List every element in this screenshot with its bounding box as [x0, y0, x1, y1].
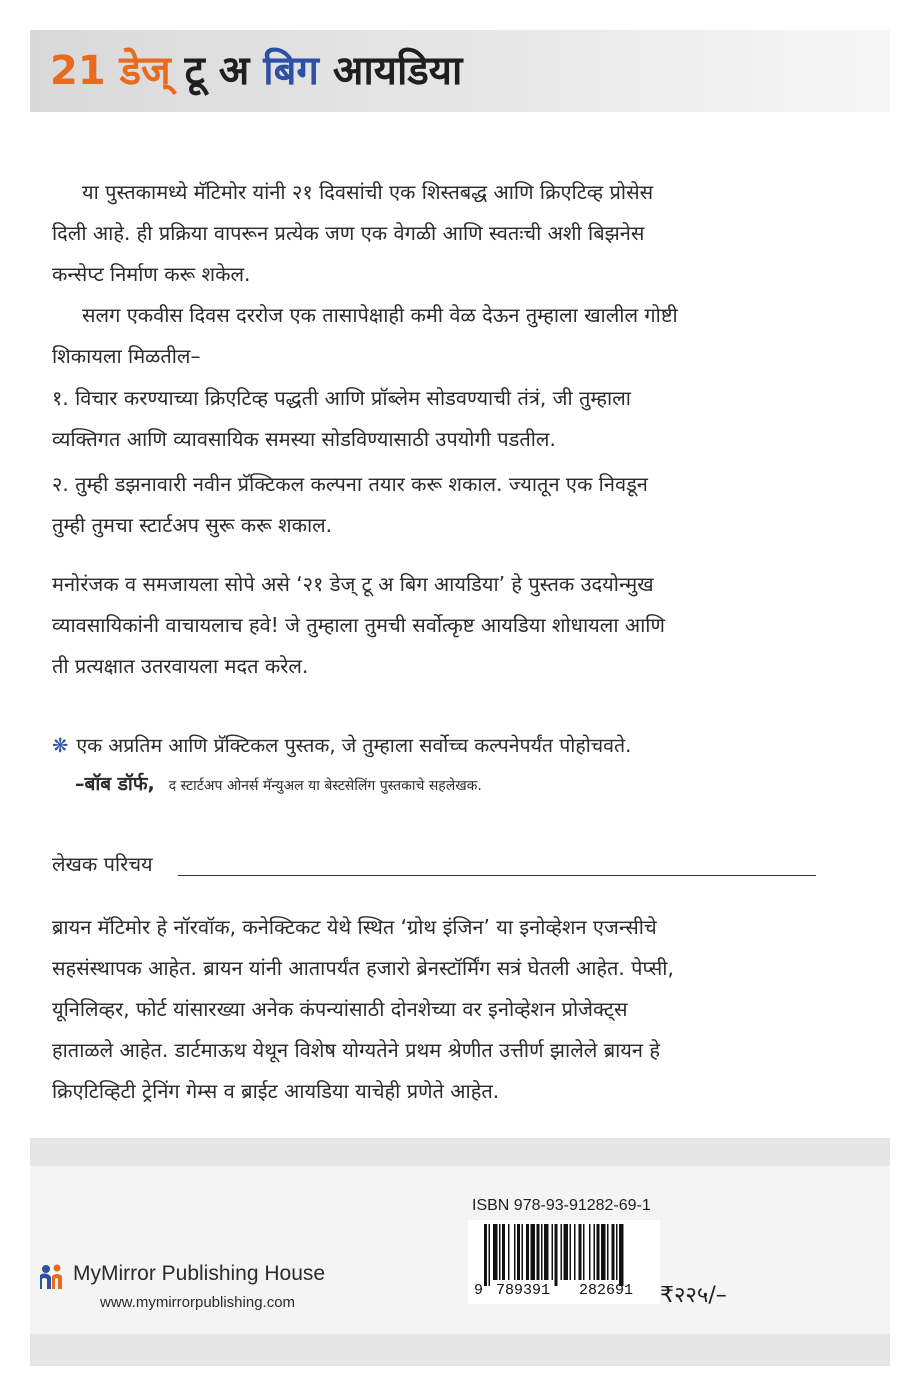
- barcode-bar: [607, 1224, 609, 1280]
- heading-rule: [178, 875, 816, 876]
- text-line: व्यक्तिगत आणि व्यावसायिक समस्या सोडविण्यासाठी उपयोगी पडतील.: [52, 427, 556, 451]
- text-line: दिली आहे. ही प्रक्रिया वापरून प्रत्येक जण एक वेगळी आणि स्वतःची अशी बिझनेस: [52, 221, 645, 245]
- quote-source: द स्टार्टअप ओनर्स मॅन्युअल या बेस्टसेलिंग पुस्तकाचे सहलेखक.: [168, 778, 482, 794]
- title-word-days: डेज्: [119, 48, 171, 94]
- text-line: सलग एकवीस दिवस दररोज एक तासापेक्षाही कमी वेळ देऊन तुम्हाला खालील गोष्टी: [82, 303, 678, 327]
- title-word-to-a: टू अ: [184, 48, 250, 94]
- barcode-digits-left: 789391: [496, 1282, 551, 1299]
- barcode-bar: [531, 1224, 536, 1280]
- barcode-bar: [499, 1224, 501, 1280]
- barcode-bar: [574, 1224, 576, 1280]
- publisher-url: www.mymirrorpublishing.com: [100, 1294, 296, 1311]
- barcode-bar: [552, 1224, 554, 1280]
- barcode-digit-lead: 9: [474, 1282, 484, 1299]
- title-word-idea: आयडिया: [332, 48, 463, 94]
- endorsement-quote: [52, 733, 631, 759]
- barcode-bar: [508, 1224, 510, 1280]
- text-line: मनोरंजक व समजायला सोपे असे ‘२१ डेज् टू अ बिग आयडिया’ हे पुस्तक उदयोन्मुख: [52, 572, 654, 596]
- book-title: [50, 46, 462, 96]
- text-line: या पुस्तकामध्ये मॅटिमोर यांनी २१ दिवसांची एक शिस्तबद्ध आणि क्रिएटिव्ह प्रोसेस: [82, 180, 654, 204]
- barcode-bar: [522, 1224, 524, 1280]
- barcode-bar: [616, 1224, 618, 1280]
- barcode-bar: [526, 1224, 529, 1280]
- text-line: शिकायला मिळतील–: [52, 344, 201, 368]
- quote-attribution: [75, 770, 482, 796]
- text-line: सहसंस्थापक आहेत. ब्रायन यांनी आतापर्यंत हजारो ब्रेनस्टॉर्मिंग सत्रं घेतली आहेत. पेप्सी,: [52, 956, 674, 980]
- quote-author: –बॉब डॉर्फ,: [75, 773, 155, 795]
- barcode-digits-right: 282691: [579, 1282, 634, 1299]
- barcode-bar: [570, 1224, 572, 1280]
- text-line: तुम्ही तुमचा स्टार्टअप सुरू करू शकाल.: [52, 513, 333, 537]
- learn-paragraph: [52, 295, 816, 377]
- text-line: १. विचार करण्याच्या क्रिएटिव्ह पद्धती आणि प्रॉब्लेम सोडवण्याची तंत्रं, जी तुम्हाला: [52, 386, 631, 410]
- barcode-bar: [555, 1224, 558, 1286]
- price: ₹२२५/–: [660, 1283, 727, 1308]
- isbn-label: ISBN 978-93-91282-69-1: [472, 1197, 651, 1214]
- text-line: २. तुम्ही डझनावारी नवीन प्रॅक्टिकल कल्पना तयार करू शकाल. ज्यातून एक निवडून: [52, 472, 648, 496]
- barcode-bar: [601, 1224, 606, 1280]
- barcode-bar: [544, 1224, 549, 1280]
- author-bio: [52, 907, 816, 1112]
- barcode-bar: [564, 1224, 569, 1280]
- footer-band: [30, 1138, 890, 1366]
- text-line: ती प्रत्यक्षात उतरवायला मदत करेल.: [52, 654, 309, 678]
- barcode-bar: [502, 1224, 505, 1280]
- barcode-bar: [612, 1224, 615, 1280]
- barcode-bar: [541, 1224, 543, 1280]
- barcode-bar: [619, 1224, 624, 1286]
- text-line: व्यावसायिकांनी वाचायलाच हवे! जे तुम्हाला तुमची सर्वोत्कृष्ट आयडिया शोधायला आणि: [52, 613, 665, 637]
- text-line: कन्सेप्ट निर्माण करू शकेल.: [52, 262, 251, 286]
- barcode-bar: [484, 1224, 487, 1286]
- text-line: हाताळले आहेत. डार्टमाऊथ येथून विशेष योग्यतेने प्रथम श्रेणीत उत्तीर्ण झालेले ब्रायन हे: [52, 1038, 660, 1062]
- barcode-bar: [517, 1224, 520, 1280]
- barcode-bar: [594, 1224, 596, 1280]
- title-word-big: बिग: [263, 48, 319, 94]
- barcode-bar: [537, 1224, 540, 1280]
- barcode-bar: [514, 1224, 516, 1280]
- barcode-bars: [468, 1220, 660, 1286]
- point-one: [52, 378, 816, 460]
- barcode-bar: [493, 1224, 498, 1280]
- pitch-paragraph: [52, 564, 816, 687]
- title-number: 21: [50, 48, 106, 94]
- barcode-bar: [489, 1224, 491, 1286]
- barcode-bar: [561, 1224, 563, 1280]
- publisher-logo-icon: [37, 1261, 65, 1291]
- author-heading: लेखक परिचय: [52, 852, 153, 876]
- asterisk-icon: ❋: [52, 734, 69, 757]
- barcode-bar: [583, 1224, 585, 1280]
- text-line: ब्रायन मॅटिमोर हे नॉरवॉक, कनेक्टिकट येथे स्थित ‘ग्रोथ इंजिन’ या इनोव्हेशन एजन्सीचे: [52, 915, 657, 939]
- barcode-bar: [597, 1224, 600, 1280]
- barcode-bar: [579, 1224, 582, 1280]
- barcode-bar: [589, 1224, 591, 1280]
- text-line: क्रिएटिव्हिटी ट्रेनिंग गेम्स व ब्राईट आयडिया याचेही प्रणेते आहेत.: [52, 1079, 500, 1103]
- text-line: यूनिलिव्हर, फोर्ट यांसारख्या अनेक कंपन्यांसाठी दोनशेच्या वर इनोव्हेशन प्रोजेक्ट्स: [52, 997, 628, 1021]
- quote-text: एक अप्रतिम आणि प्रॅक्टिकल पुस्तक, जे तुम्हाला सर्वोच्च कल्पनेपर्यंत पोहोचवते.: [76, 734, 632, 757]
- publisher-name: MyMirror Publishing House: [73, 1262, 326, 1285]
- point-two: [52, 464, 816, 546]
- intro-paragraph: [52, 172, 816, 295]
